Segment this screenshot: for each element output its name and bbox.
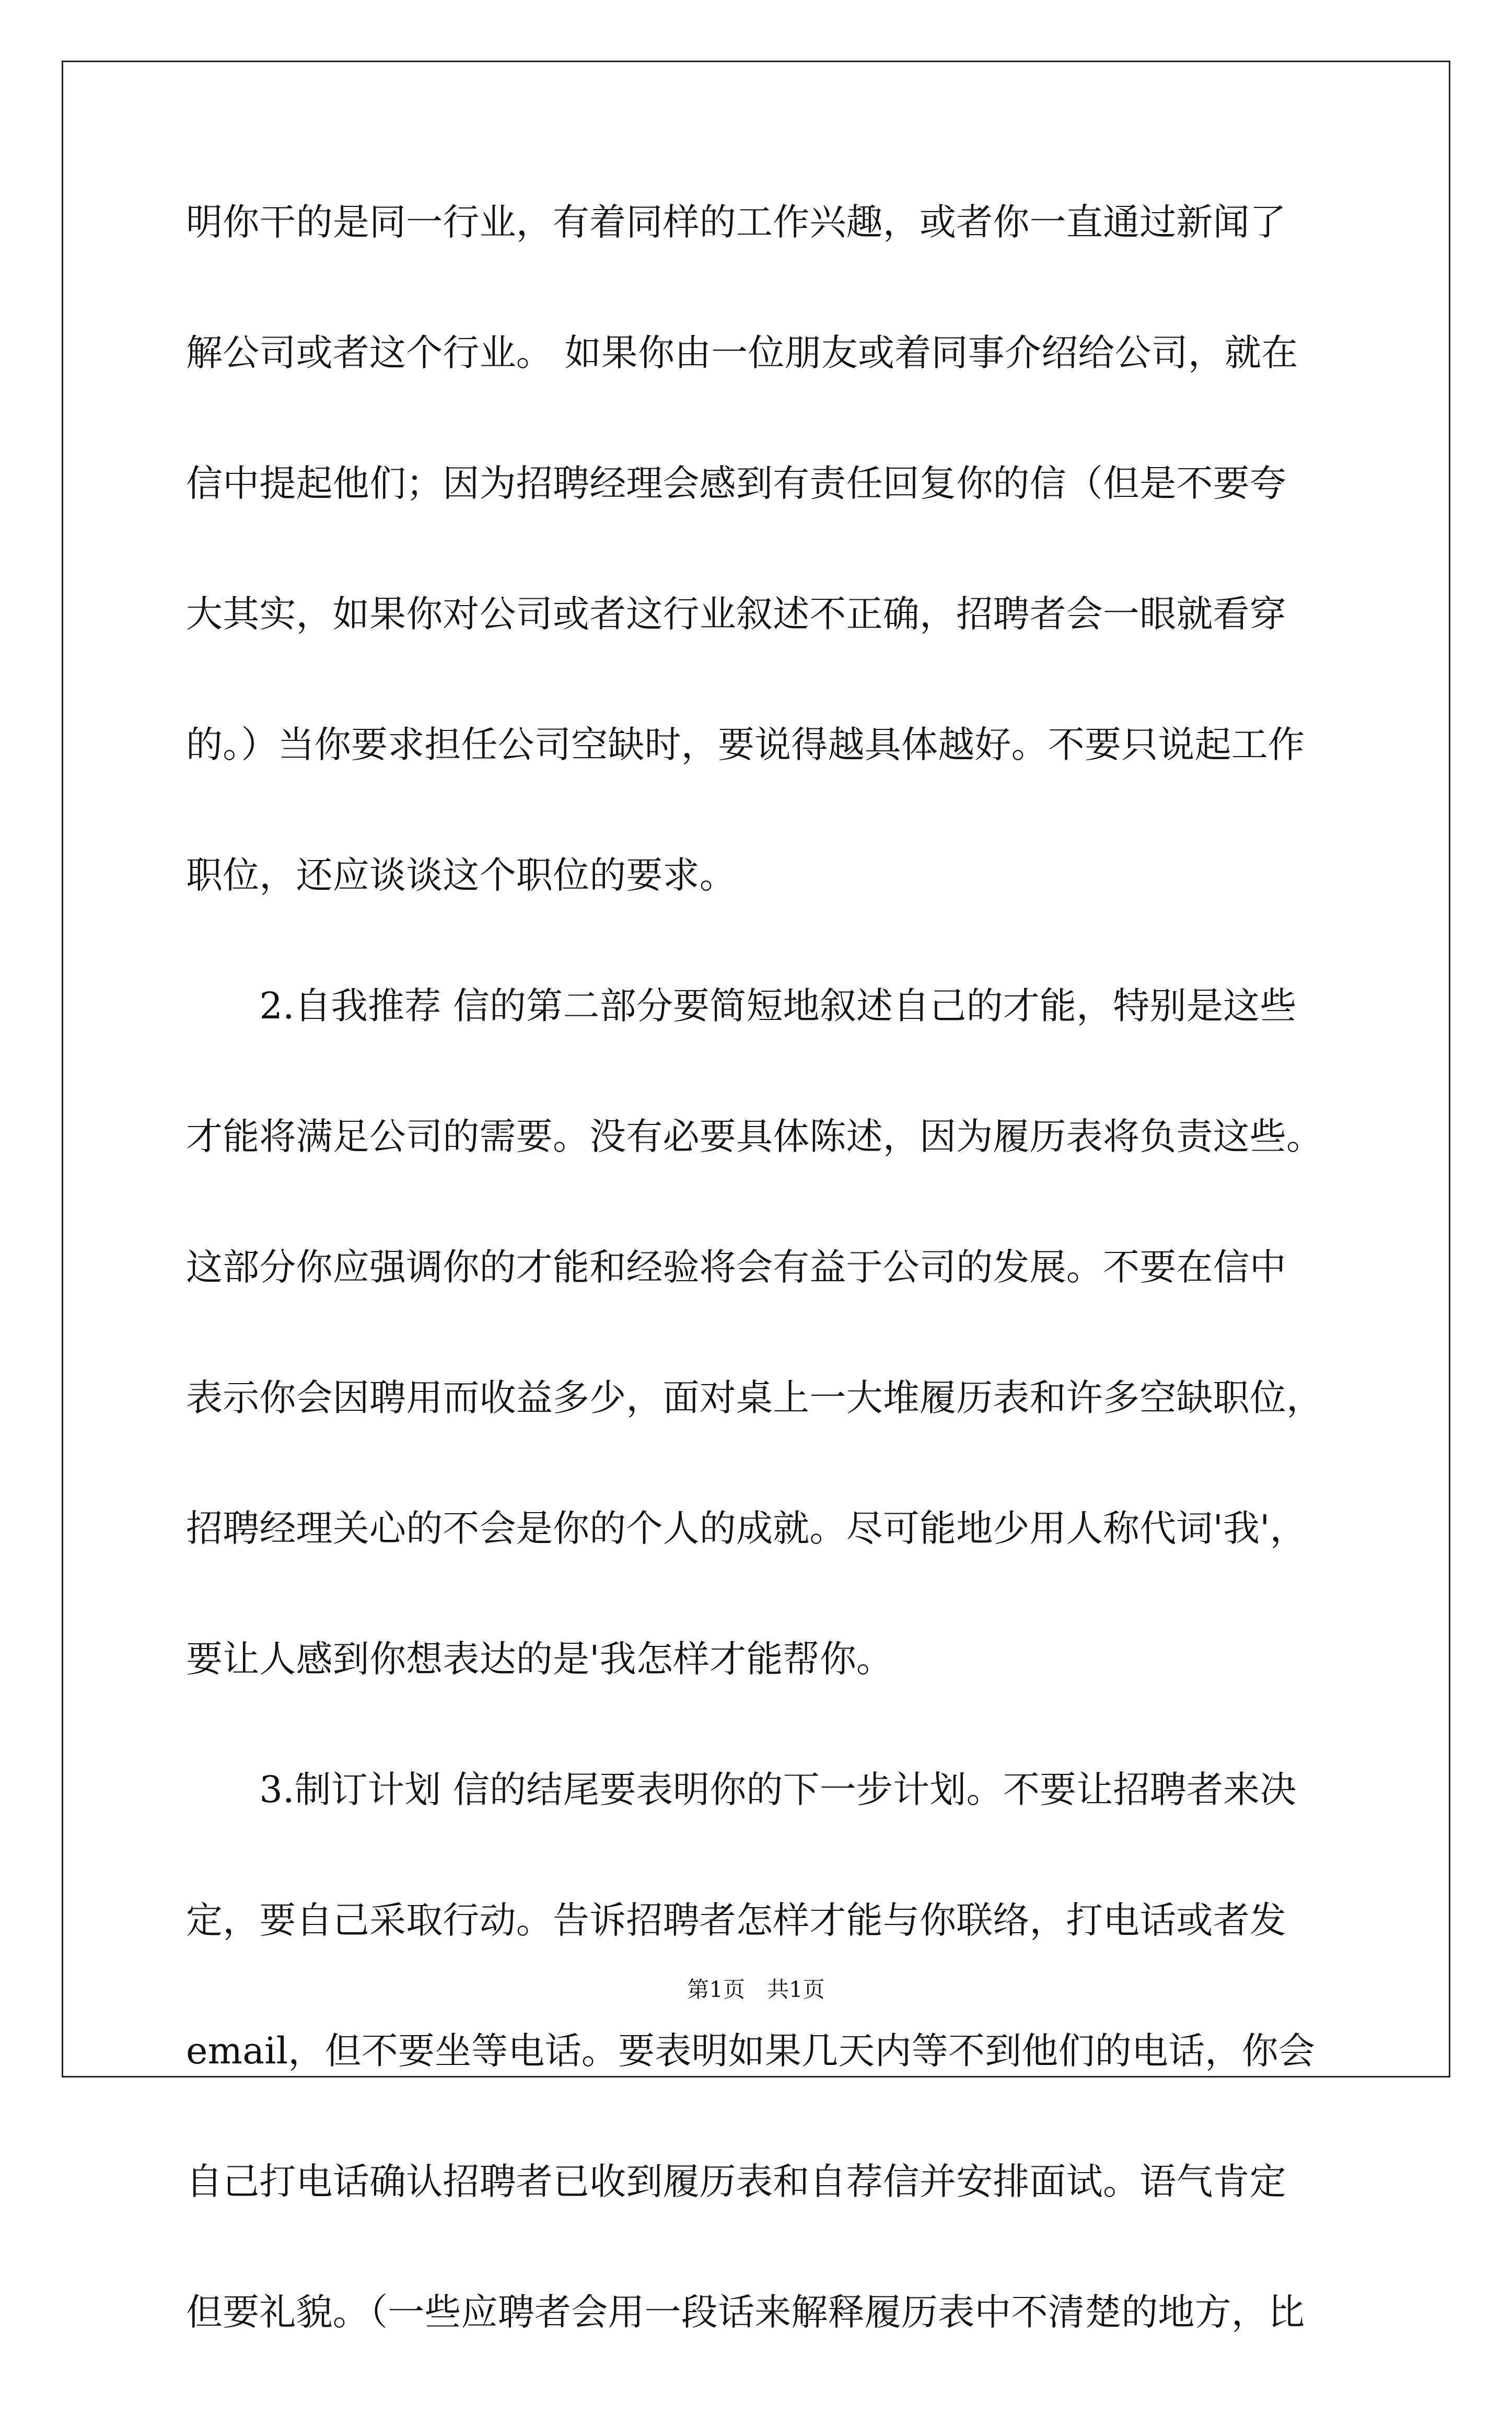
text-line: 大其实，如果你对公司或者这行业叙述不正确，招聘者会一眼就看穿 bbox=[186, 593, 1286, 635]
text-line: 2.自我推荐 信的第二部分要简短地叙述自己的才能，特别是这些 bbox=[186, 984, 1297, 1027]
text-line: 职位，还应谈谈这个职位的要求。 bbox=[186, 854, 736, 897]
text-line: email，但不要坐等电话。要表明如果几天内等不到他们的电话，你会 bbox=[186, 2029, 1315, 2072]
page-number: 第1页 共1页 bbox=[687, 1977, 825, 2002]
text-line: 自己打电话确认招聘者已收到履历表和自荐信并安排面试。语气肯定 bbox=[186, 2160, 1286, 2203]
text-line: 但要礼貌。（一些应聘者会用一段话来解释履历表中不清楚的地方，比 bbox=[186, 2291, 1305, 2334]
document-body bbox=[186, 193, 1327, 2414]
text-line: 的。）当你要求担任公司空缺时，要说得越具体越好。不要只说起工作 bbox=[186, 723, 1305, 766]
text-line: 信中提起他们；因为招聘经理会感到有责任回复你的信（但是不要夸 bbox=[186, 462, 1286, 505]
text-line: 解公司或者这个行业。 如果你由一位朋友或着同事介绍给公司，就在 bbox=[186, 331, 1298, 374]
text-line: 招聘经理关心的不会是你的个人的成就。尽可能地少用人称代词'我'， bbox=[186, 1507, 1307, 1550]
text-line: 明你干的是同一行业，有着同样的工作兴趣，或者你一直通过新闻了 bbox=[186, 201, 1286, 243]
text-line: 3.制订计划 信的结尾要表明你的下一步计划。不要让招聘者来决 bbox=[186, 1768, 1297, 1811]
text-line: 表示你会因聘用而收益多少，面对桌上一大堆履历表和许多空缺职位， bbox=[186, 1376, 1323, 1419]
text-line: 要让人感到你想表达的是'我怎样才能帮你。 bbox=[186, 1638, 893, 1680]
text-line: 才能将满足公司的需要。没有必要具体陈述，因为履历表将负责这些。 bbox=[186, 1115, 1323, 1158]
text-line: 定，要自己采取行动。告诉招聘者怎样才能与你联络，打电话或者发 bbox=[186, 1899, 1286, 1942]
text-line: 这部分你应强调你的才能和经验将会有益于公司的发展。不要在信中 bbox=[186, 1246, 1286, 1289]
